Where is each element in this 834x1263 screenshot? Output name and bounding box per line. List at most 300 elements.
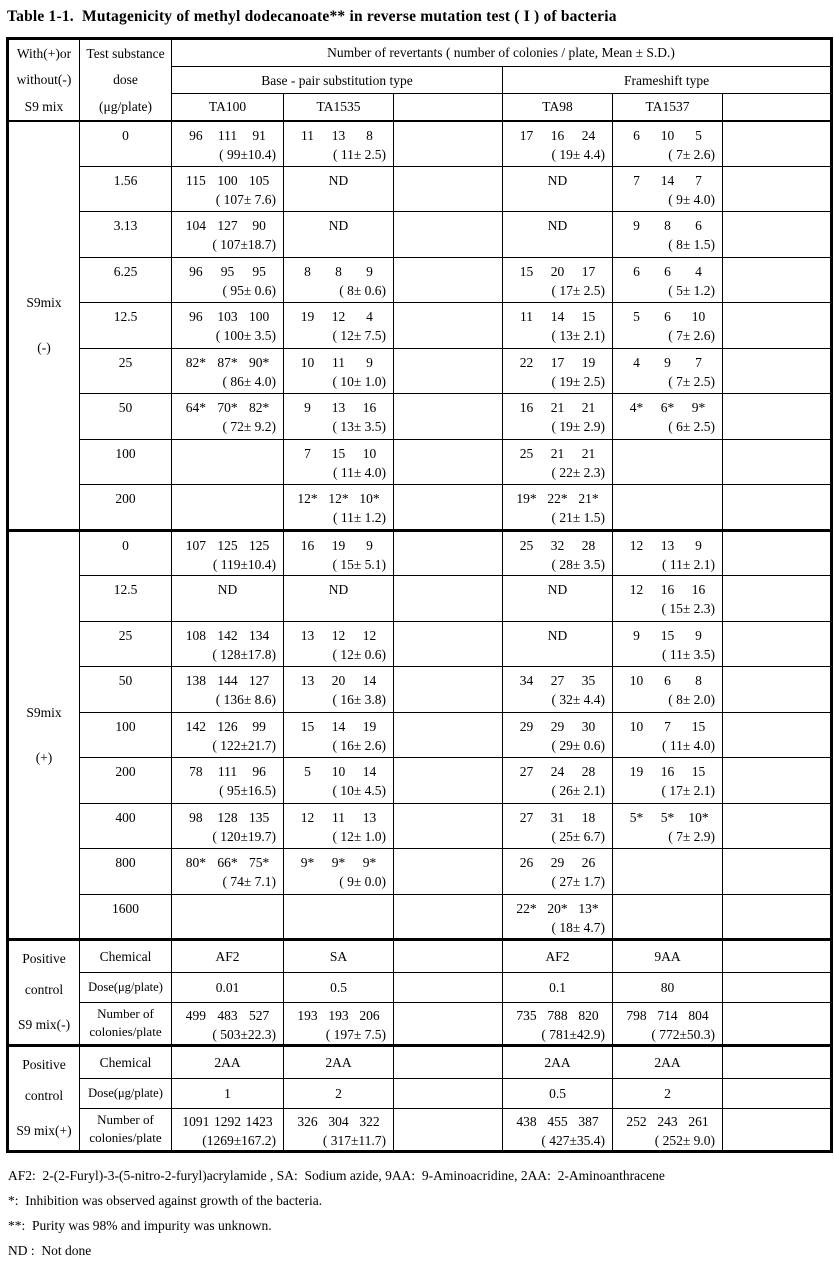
plate-counts xyxy=(284,122,393,145)
plate-counts xyxy=(172,532,283,555)
plate-counts xyxy=(613,758,722,781)
result-ta1535 xyxy=(284,576,394,622)
positive-control-label-line: Positive xyxy=(22,1056,66,1072)
count-value: 8 xyxy=(664,218,671,233)
result-ta100 xyxy=(172,166,284,212)
count-value: 4 xyxy=(366,309,373,324)
empty-cell xyxy=(723,621,832,667)
count-value: 5* xyxy=(660,809,675,825)
result-ta1537 xyxy=(613,530,723,576)
mean-sd: ( 252± 9.0) xyxy=(654,1132,715,1148)
count-value: 104 xyxy=(185,218,206,233)
mean-sd: ( 13± 3.5) xyxy=(332,419,386,434)
empty-cell xyxy=(723,1108,832,1151)
result-ta1537 xyxy=(613,758,723,804)
count-value: 7 xyxy=(633,172,640,188)
result-ta1535 xyxy=(284,621,394,667)
mean-sd: ( 107± 7.6) xyxy=(215,191,276,207)
empty-cell xyxy=(394,1079,503,1108)
section-label-line: S9mix xyxy=(26,295,62,310)
count-value: 12 xyxy=(362,627,377,643)
count-value: 10* xyxy=(359,491,380,506)
count-value: 6* xyxy=(660,400,675,415)
count-value: 26 xyxy=(519,855,534,870)
mean-sd: ( 15± 2.3) xyxy=(661,601,715,616)
mean-sd: ( 10± 4.5) xyxy=(332,783,386,798)
mean-sd: ( 122±21.7) xyxy=(212,737,276,753)
result-ta100 xyxy=(172,849,284,895)
dose-value: 2 xyxy=(284,1079,394,1108)
count-value: 5 xyxy=(304,764,311,779)
count-value: 735 xyxy=(516,1007,537,1023)
mean-sd: ( 317±11.7) xyxy=(322,1132,386,1148)
plate-counts xyxy=(503,485,612,508)
mean-sd: ( 19± 4.4) xyxy=(551,146,605,162)
header-dose-column xyxy=(80,39,172,121)
count-value: 21 xyxy=(550,400,565,415)
empty-cell xyxy=(723,485,832,531)
count-value: 6 xyxy=(664,263,671,279)
mean-sd: ( 9± 4.0) xyxy=(668,191,715,207)
mean-sd: ( 8± 0.6) xyxy=(339,282,386,298)
count-value: 9 xyxy=(366,263,373,279)
dose-value: 0.01 xyxy=(172,973,284,1002)
count-value: 96 xyxy=(252,764,266,779)
empty-cell xyxy=(723,712,832,758)
count-value: 10 xyxy=(362,445,377,461)
result-ta98 xyxy=(503,348,613,394)
empty-cell xyxy=(723,212,832,258)
count-value: 7 xyxy=(695,172,702,188)
mean-sd: ( 5± 1.2) xyxy=(668,282,715,298)
count-value: 193 xyxy=(328,1007,349,1023)
mean-sd: ( 16± 2.6) xyxy=(332,737,386,753)
count-value: 5* xyxy=(629,809,644,825)
plate-counts xyxy=(172,258,283,281)
plate-counts xyxy=(503,349,612,372)
header-dose-line: Test substance xyxy=(86,45,165,61)
result-ta100 xyxy=(172,303,284,349)
result-ta98 xyxy=(503,1002,613,1045)
count-value: 15 xyxy=(691,718,706,734)
mean-sd: ( 19± 2.9) xyxy=(551,419,605,434)
result-ta98 xyxy=(503,303,613,349)
count-value: 455 xyxy=(547,1113,568,1129)
count-value: 22* xyxy=(516,900,537,916)
count-value: 103 xyxy=(217,309,238,324)
count-value: 24 xyxy=(581,127,596,143)
plate-counts xyxy=(284,1003,393,1025)
count-value: 8 xyxy=(695,673,702,688)
plate-counts xyxy=(284,394,393,417)
count-value: 142 xyxy=(185,718,206,734)
count-value: 252 xyxy=(626,1113,647,1129)
result-ta98 xyxy=(503,758,613,804)
result-ta1535 xyxy=(284,303,394,349)
empty-cell xyxy=(723,667,832,713)
nd-value: ND xyxy=(328,172,349,188)
plate-counts xyxy=(172,394,283,417)
plate-counts xyxy=(172,212,283,235)
plate-counts xyxy=(172,349,283,372)
plate-counts xyxy=(284,758,393,781)
result-ta1535 xyxy=(284,166,394,212)
mean-sd: ( 28± 3.5) xyxy=(551,556,605,572)
count-value: 82* xyxy=(185,354,206,370)
mean-sd: ( 11± 3.5) xyxy=(661,646,715,662)
count-value: 12 xyxy=(300,809,315,825)
plate-counts xyxy=(613,258,722,281)
empty-cell xyxy=(394,439,503,485)
count-value: 105 xyxy=(249,172,270,188)
result-ta98 xyxy=(503,894,613,940)
count-value: 19 xyxy=(300,309,315,324)
mean-sd: ( 13± 2.1) xyxy=(551,328,605,343)
count-value: 16 xyxy=(362,400,377,415)
plate-counts xyxy=(284,258,393,281)
count-value: 80* xyxy=(185,855,206,870)
empty-cell xyxy=(394,121,503,167)
dose-cell: 1.56 xyxy=(80,166,172,212)
result-ta98 xyxy=(503,121,613,167)
count-value: 111 xyxy=(217,764,238,779)
plate-counts xyxy=(284,485,393,508)
count-value: 138 xyxy=(185,673,206,688)
count-value: 126 xyxy=(217,718,238,734)
count-value: 14 xyxy=(362,673,377,688)
result-ta100 xyxy=(172,257,284,303)
count-value: 8 xyxy=(335,263,342,279)
count-value: 13 xyxy=(300,627,315,643)
mean-sd: ( 128±17.8) xyxy=(212,646,276,662)
empty-cell xyxy=(394,166,503,212)
result-ta1537 xyxy=(613,121,723,167)
empty-cell xyxy=(394,667,503,713)
result-ta100 xyxy=(172,212,284,258)
count-value: 206 xyxy=(359,1007,380,1023)
count-value: 21 xyxy=(581,445,596,461)
plate-counts xyxy=(172,667,283,690)
dose-cell: 800 xyxy=(80,849,172,895)
count-value: 9 xyxy=(633,218,640,233)
positive-control-label-line: Positive xyxy=(22,950,66,966)
mutagenicity-table xyxy=(6,37,833,1153)
empty-cell xyxy=(723,394,832,440)
result-ta100 xyxy=(172,530,284,576)
strain-header-ta100: TA100 xyxy=(172,94,284,121)
empty-cell xyxy=(723,758,832,804)
empty-cell xyxy=(723,849,832,895)
plate-counts xyxy=(284,532,393,555)
count-value: 100 xyxy=(217,172,238,188)
plate-counts xyxy=(172,713,283,736)
plate-counts xyxy=(503,258,612,281)
count-value: 9 xyxy=(633,627,640,643)
count-value: 804 xyxy=(688,1007,709,1023)
footnote-line: *: Inhibition was observed against growth of the bacteria. xyxy=(8,1193,323,1208)
mean-sd: ( 11± 4.0) xyxy=(332,464,386,480)
result-ta98 xyxy=(503,257,613,303)
count-value: 15 xyxy=(581,309,596,324)
mean-sd: ( 17± 2.1) xyxy=(661,783,715,798)
header-group-basepair: Base - pair substitution type xyxy=(172,66,503,94)
count-value: 127 xyxy=(249,673,270,688)
mean-sd: ( 15± 5.1) xyxy=(332,556,386,572)
count-value: 13 xyxy=(331,400,346,415)
plate-counts xyxy=(613,394,722,417)
dose-cell: 25 xyxy=(80,621,172,667)
nd-value: ND xyxy=(547,582,568,597)
footnote-line: AF2: 2-(2-Furyl)-3-(5-nitro-2-furyl)acrylamide , SA: Sodium azide, 9AA: 9-Aminoacridine, 2AA: 2-Aminoanthracene xyxy=(8,1168,665,1183)
plate-counts xyxy=(284,1109,393,1131)
count-value: 111 xyxy=(217,127,238,143)
count-value: 25 xyxy=(519,445,534,461)
header-revertants-span: Number of revertants ( number of colonies / plate, Mean ± S.D.) xyxy=(172,39,832,67)
count-value: 127 xyxy=(217,218,238,233)
count-value: 9 xyxy=(695,627,702,643)
positive-control-label-line: S9 mix(+) xyxy=(16,1122,72,1138)
strain-header-ta1535: TA1535 xyxy=(284,94,394,121)
count-value: 1091 xyxy=(182,1113,210,1129)
dose-cell: 400 xyxy=(80,803,172,849)
header-s9-column xyxy=(8,39,80,121)
dose-value: 0.1 xyxy=(503,973,613,1002)
count-value: 483 xyxy=(217,1007,238,1023)
count-value: 24 xyxy=(550,764,565,779)
result-ta1535 xyxy=(284,758,394,804)
count-value: 798 xyxy=(626,1007,647,1023)
nd-value: ND xyxy=(328,582,349,597)
count-value: 10 xyxy=(331,764,346,779)
empty-cell xyxy=(172,439,284,485)
count-value: 15 xyxy=(691,764,706,779)
empty-cell xyxy=(394,303,503,349)
dose-cell: 0 xyxy=(80,121,172,167)
positive-control-label-line: S9 mix(-) xyxy=(17,1016,71,1032)
mean-sd: ( 26± 2.1) xyxy=(551,783,605,798)
result-ta1535 xyxy=(284,212,394,258)
result-ta1537 xyxy=(613,667,723,713)
section-label-lines xyxy=(9,703,79,767)
plate-counts xyxy=(503,849,612,872)
mean-sd: ( 11± 1.2) xyxy=(332,510,386,525)
count-value: 19* xyxy=(516,491,537,506)
count-value: 21 xyxy=(550,445,565,461)
result-ta98 xyxy=(503,621,613,667)
dose-cell: 3.13 xyxy=(80,212,172,258)
empty-cell xyxy=(172,485,284,531)
mean-sd: ( 119±10.4) xyxy=(212,556,276,572)
dose-cell: 25 xyxy=(80,348,172,394)
count-value: 64* xyxy=(185,400,206,415)
colonies-row-label-line: colonies/plate xyxy=(89,1024,162,1040)
count-value: 527 xyxy=(249,1007,270,1023)
mean-sd: ( 503±22.3) xyxy=(212,1026,276,1042)
count-value: 10 xyxy=(660,127,675,143)
result-ta1537 xyxy=(613,166,723,212)
result-ta1535 xyxy=(284,485,394,531)
count-value: 9 xyxy=(304,400,311,415)
count-value: 22 xyxy=(519,354,534,370)
empty-cell xyxy=(723,121,832,167)
nd-value: ND xyxy=(328,218,349,233)
empty-cell xyxy=(723,348,832,394)
dose-cell: 100 xyxy=(80,439,172,485)
count-value: 95 xyxy=(252,263,266,279)
count-value: 28 xyxy=(581,764,596,779)
nd-value: ND xyxy=(547,627,568,643)
chemical-value: AF2 xyxy=(503,940,613,973)
plate-counts xyxy=(172,1003,283,1025)
mean-sd: ( 9± 0.0) xyxy=(339,874,386,889)
empty-cell xyxy=(394,1046,503,1079)
mean-sd: ( 6± 2.5) xyxy=(668,419,715,434)
result-ta1537 xyxy=(613,712,723,758)
count-value: 4* xyxy=(629,400,644,415)
mean-sd: ( 21± 1.5) xyxy=(551,510,605,525)
mean-sd: ( 95± 0.6) xyxy=(222,282,276,298)
result-ta98 xyxy=(503,1108,613,1151)
result-ta98 xyxy=(503,530,613,576)
result-ta100 xyxy=(172,394,284,440)
empty-cell xyxy=(394,849,503,895)
dose-cell: 1600 xyxy=(80,894,172,940)
plate-counts xyxy=(613,212,722,235)
count-value: 20 xyxy=(331,673,346,688)
result-ta100 xyxy=(172,576,284,622)
mean-sd: ( 7± 2.6) xyxy=(668,328,715,343)
empty-cell xyxy=(723,973,832,1002)
count-value: 9* xyxy=(300,855,315,870)
count-value: 125 xyxy=(217,537,238,553)
count-value: 10 xyxy=(300,354,315,370)
count-value: 10* xyxy=(688,809,709,825)
result-ta98 xyxy=(503,712,613,758)
count-value: 16 xyxy=(550,127,565,143)
result-ta1535 xyxy=(284,849,394,895)
count-value: 9 xyxy=(366,354,373,370)
count-value: 11 xyxy=(332,809,345,825)
count-value: 19 xyxy=(331,537,346,553)
empty-cell xyxy=(723,576,832,622)
count-value: 15 xyxy=(660,627,675,643)
count-value: 820 xyxy=(578,1007,599,1023)
nd-value: ND xyxy=(217,582,238,597)
section-label xyxy=(8,121,80,531)
header-s9-line: With(+)or xyxy=(16,45,72,61)
count-value: 32 xyxy=(550,537,565,553)
count-value: 90* xyxy=(249,354,270,370)
count-value: 12* xyxy=(328,491,349,506)
empty-cell xyxy=(723,1002,832,1045)
empty-cell xyxy=(394,894,503,940)
result-ta1535 xyxy=(284,394,394,440)
count-value: 91 xyxy=(252,127,266,143)
strain-header-empty xyxy=(723,94,832,121)
result-ta1535 xyxy=(284,667,394,713)
count-value: 6 xyxy=(695,218,702,233)
mean-sd: ( 19± 2.5) xyxy=(551,373,605,389)
result-ta100 xyxy=(172,621,284,667)
mean-sd: ( 32± 4.4) xyxy=(551,692,605,707)
count-value: 499 xyxy=(185,1007,206,1023)
result-ta98 xyxy=(503,849,613,895)
count-value: 4 xyxy=(633,354,640,370)
result-ta100 xyxy=(172,1108,284,1151)
result-ta98 xyxy=(503,166,613,212)
result-ta100 xyxy=(172,1002,284,1045)
count-value: 8 xyxy=(366,127,373,143)
result-ta100 xyxy=(172,121,284,167)
mean-sd: ( 99±10.4) xyxy=(219,146,276,162)
plate-counts xyxy=(613,576,722,599)
empty-cell xyxy=(723,940,832,973)
count-value: 107 xyxy=(185,537,206,553)
count-value: 14 xyxy=(550,309,565,324)
dose-cell: 100 xyxy=(80,712,172,758)
count-value: 135 xyxy=(249,809,270,825)
colonies-row-label-line: Number of xyxy=(97,1006,154,1022)
mean-sd: ( 72± 9.2) xyxy=(222,419,276,434)
count-value: 25 xyxy=(519,537,534,553)
count-value: 134 xyxy=(249,627,270,643)
count-value: 11 xyxy=(332,354,345,370)
dose-cell: 200 xyxy=(80,485,172,531)
plate-counts xyxy=(172,758,283,781)
count-value: 22* xyxy=(547,491,568,506)
count-value: 387 xyxy=(578,1113,599,1129)
dose-cell: 6.25 xyxy=(80,257,172,303)
count-value: 326 xyxy=(297,1113,318,1129)
count-value: 438 xyxy=(516,1113,537,1129)
plate-counts xyxy=(503,895,612,918)
mean-sd: ( 120±19.7) xyxy=(212,828,276,844)
mean-sd: ( 11± 4.0) xyxy=(661,737,715,753)
count-value: 21* xyxy=(578,491,599,506)
count-value: 70* xyxy=(217,400,238,415)
count-value: 5 xyxy=(695,127,702,143)
mean-sd: ( 107±18.7) xyxy=(212,237,276,252)
count-value: 714 xyxy=(657,1007,678,1023)
count-value: 10 xyxy=(629,673,644,688)
count-value: 16 xyxy=(660,764,675,779)
count-value: 10 xyxy=(691,309,706,324)
count-value: 96 xyxy=(189,263,203,279)
table-title: Table 1-1. Mutagenicity of methyl dodecanoate** in reverse mutation test ( I ) of bacteria xyxy=(7,8,617,25)
chemical-value: 2AA xyxy=(613,1046,723,1079)
mean-sd: ( 18± 4.7) xyxy=(551,919,605,935)
count-value: 9 xyxy=(695,537,702,553)
plate-counts xyxy=(172,1109,283,1131)
empty-cell xyxy=(723,1046,832,1079)
dose-value: 80 xyxy=(613,973,723,1002)
mean-sd: ( 11± 2.5) xyxy=(332,146,386,162)
count-value: 16 xyxy=(660,582,675,597)
count-value: 98 xyxy=(189,809,203,825)
section-label-line: (-) xyxy=(37,340,51,355)
chemical-value: SA xyxy=(284,940,394,973)
count-value: 82* xyxy=(249,400,270,415)
plate-counts xyxy=(284,804,393,827)
header-dose-line: (μg/plate) xyxy=(99,98,152,114)
result-ta1537 xyxy=(613,576,723,622)
count-value: 7 xyxy=(664,718,671,734)
plate-counts xyxy=(284,440,393,463)
count-value: 788 xyxy=(547,1007,568,1023)
result-ta1537 xyxy=(613,1108,723,1151)
count-value: 18 xyxy=(581,809,596,825)
plate-counts xyxy=(503,758,612,781)
